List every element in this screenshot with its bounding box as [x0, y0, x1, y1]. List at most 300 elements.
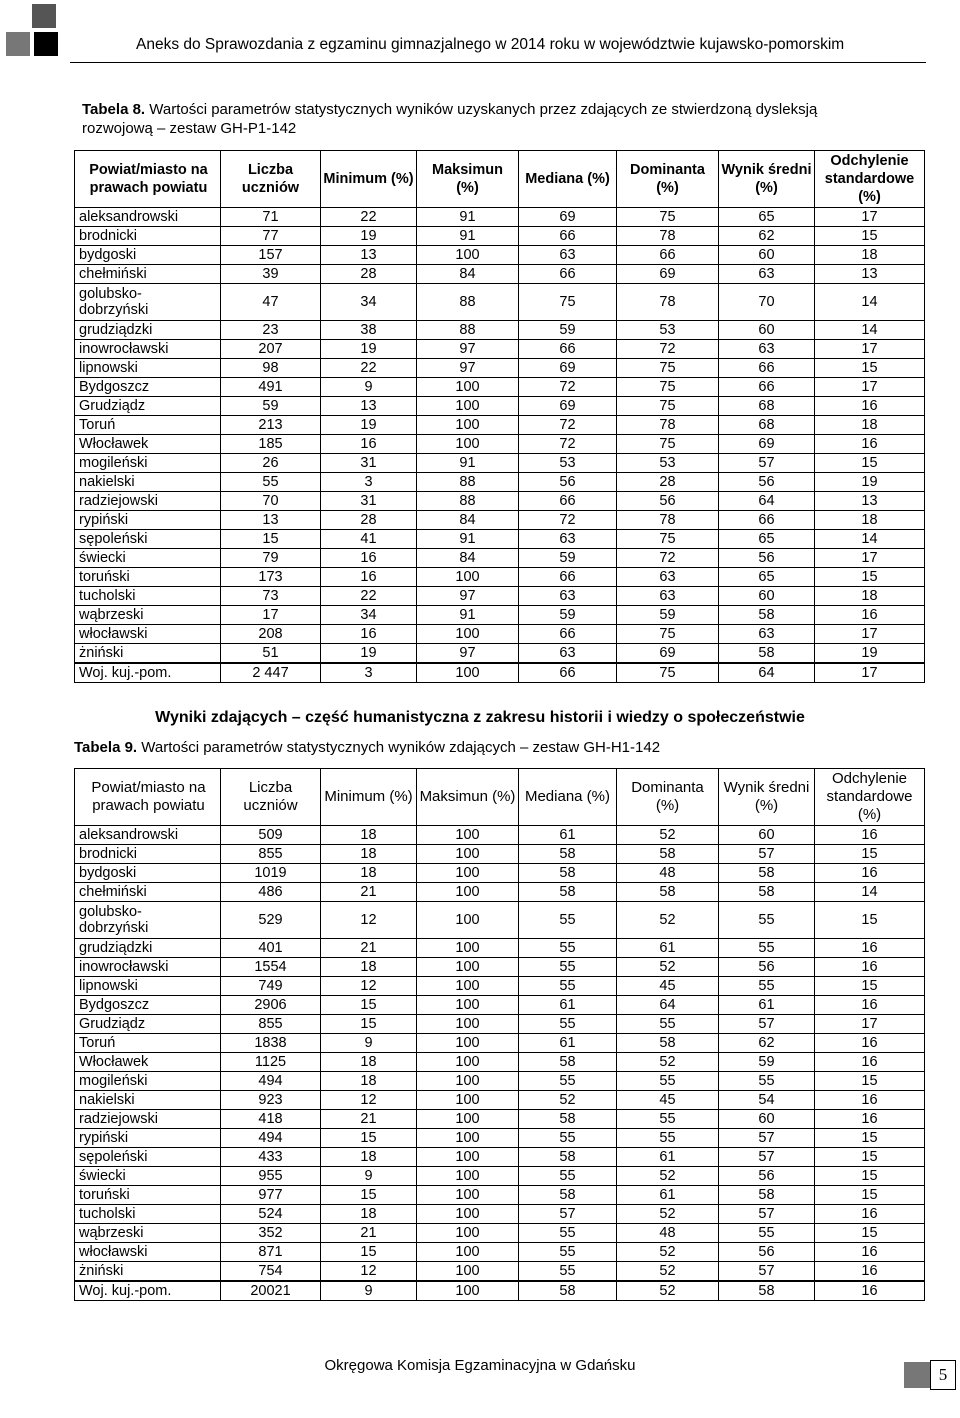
value-cell: 17	[815, 378, 925, 397]
value-cell: 97	[417, 340, 519, 359]
logo-square	[34, 32, 58, 56]
value-cell: 63	[719, 265, 815, 284]
value-cell: 84	[417, 511, 519, 530]
region-cell: tucholski	[75, 587, 221, 606]
value-cell: 91	[417, 227, 519, 246]
value-cell: 1019	[221, 864, 321, 883]
region-cell: toruński	[75, 568, 221, 587]
value-cell: 57	[719, 1262, 815, 1282]
value-cell: 63	[519, 246, 617, 265]
region-cell: żniński	[75, 1262, 221, 1282]
value-cell: 75	[617, 378, 719, 397]
region-cell: golubsko- dobrzyński	[75, 902, 221, 939]
value-cell: 15	[815, 227, 925, 246]
value-cell: 55	[519, 977, 617, 996]
value-cell: 16	[815, 939, 925, 958]
value-cell: 91	[417, 606, 519, 625]
value-cell: 41	[321, 530, 417, 549]
value-cell: 9	[321, 1034, 417, 1053]
table-row	[75, 864, 925, 883]
value-cell: 100	[417, 1167, 519, 1186]
value-cell: 12	[321, 902, 417, 939]
region-cell: tucholski	[75, 1205, 221, 1224]
value-cell: 58	[519, 864, 617, 883]
value-cell: 15	[321, 1243, 417, 1262]
total-row	[75, 1281, 925, 1301]
table-row	[75, 1224, 925, 1243]
value-cell: 15	[815, 902, 925, 939]
value-cell: 66	[519, 663, 617, 683]
value-cell: 486	[221, 883, 321, 902]
value-cell: 17	[221, 606, 321, 625]
table-row	[75, 378, 925, 397]
footer-text: Okręgowa Komisja Egzaminacyjna w Gdańsku	[324, 1357, 636, 1374]
value-cell: 22	[321, 359, 417, 378]
value-cell: 55	[719, 977, 815, 996]
region-cell: bydgoski	[75, 864, 221, 883]
region-cell: wąbrzeski	[75, 1224, 221, 1243]
value-cell: 55	[519, 1015, 617, 1034]
value-cell: 61	[519, 826, 617, 845]
value-cell: 58	[519, 883, 617, 902]
value-cell: 9	[321, 1281, 417, 1301]
table-row	[75, 902, 925, 939]
table-row	[75, 996, 925, 1015]
value-cell: 100	[417, 1091, 519, 1110]
value-cell: 100	[417, 883, 519, 902]
value-cell: 56	[719, 958, 815, 977]
value-cell: 55	[519, 1262, 617, 1282]
value-cell: 55	[719, 1224, 815, 1243]
header-divider	[70, 62, 926, 63]
section-title: Wyniki zdających – część humanistyczna z zakresu historii i wiedzy o społeczeństwie	[155, 709, 805, 726]
region-cell: rypiński	[75, 1129, 221, 1148]
value-cell: 70	[221, 492, 321, 511]
value-cell: 749	[221, 977, 321, 996]
value-cell: 60	[719, 321, 815, 340]
value-cell: 12	[321, 1262, 417, 1282]
value-cell: 157	[221, 246, 321, 265]
value-cell: 60	[719, 826, 815, 845]
table-row	[75, 1072, 925, 1091]
value-cell: 31	[321, 454, 417, 473]
value-cell: 91	[417, 530, 519, 549]
region-cell: Toruń	[75, 416, 221, 435]
value-cell: 65	[719, 208, 815, 227]
value-cell: 100	[417, 845, 519, 864]
table-row	[75, 939, 925, 958]
value-cell: 63	[719, 625, 815, 644]
value-cell: 69	[519, 208, 617, 227]
value-cell: 58	[719, 883, 815, 902]
region-cell: aleksandrowski	[75, 826, 221, 845]
region-cell: lipnowski	[75, 359, 221, 378]
region-cell: nakielski	[75, 473, 221, 492]
value-cell: 1838	[221, 1034, 321, 1053]
value-cell: 52	[617, 826, 719, 845]
region-cell: inowrocławski	[75, 340, 221, 359]
region-cell: brodnicki	[75, 227, 221, 246]
table-row	[75, 1091, 925, 1110]
value-cell: 55	[519, 939, 617, 958]
value-cell: 71	[221, 208, 321, 227]
value-cell: 58	[617, 845, 719, 864]
value-cell: 100	[417, 996, 519, 1015]
value-cell: 100	[417, 826, 519, 845]
value-cell: 91	[417, 454, 519, 473]
value-cell: 75	[617, 663, 719, 683]
region-cell: włocławski	[75, 1243, 221, 1262]
column-header: Dominanta (%)	[617, 769, 719, 826]
value-cell: 100	[417, 378, 519, 397]
value-cell: 65	[719, 568, 815, 587]
value-cell: 98	[221, 359, 321, 378]
value-cell: 75	[617, 208, 719, 227]
value-cell: 52	[617, 1243, 719, 1262]
table-row	[75, 883, 925, 902]
value-cell: 72	[519, 435, 617, 454]
value-cell: 78	[617, 511, 719, 530]
value-cell: 75	[617, 435, 719, 454]
value-cell: 58	[519, 1053, 617, 1072]
value-cell: 15	[815, 977, 925, 996]
page-number: 5	[930, 1360, 956, 1390]
value-cell: 16	[321, 549, 417, 568]
value-cell: 97	[417, 359, 519, 378]
value-cell: 56	[719, 549, 815, 568]
value-cell: 66	[719, 511, 815, 530]
value-cell: 59	[221, 397, 321, 416]
value-cell: 54	[719, 1091, 815, 1110]
table-row	[75, 1243, 925, 1262]
value-cell: 352	[221, 1224, 321, 1243]
table-row	[75, 530, 925, 549]
value-cell: 66	[519, 227, 617, 246]
table-row	[75, 1015, 925, 1034]
value-cell: 75	[617, 397, 719, 416]
value-cell: 56	[617, 492, 719, 511]
value-cell: 39	[221, 265, 321, 284]
value-cell: 100	[417, 1110, 519, 1129]
table8-header-row	[75, 151, 925, 208]
value-cell: 58	[519, 1110, 617, 1129]
value-cell: 494	[221, 1072, 321, 1091]
value-cell: 871	[221, 1243, 321, 1262]
value-cell: 59	[617, 606, 719, 625]
value-cell: 58	[617, 1034, 719, 1053]
value-cell: 97	[417, 587, 519, 606]
value-cell: 53	[617, 454, 719, 473]
column-header: Liczba uczniów	[221, 769, 321, 826]
value-cell: 21	[321, 883, 417, 902]
table-row	[75, 1167, 925, 1186]
value-cell: 15	[815, 1148, 925, 1167]
value-cell: 58	[719, 1186, 815, 1205]
region-cell: sępoleński	[75, 530, 221, 549]
value-cell: 18	[815, 246, 925, 265]
value-cell: 15	[815, 845, 925, 864]
value-cell: 14	[815, 284, 925, 321]
value-cell: 100	[417, 1072, 519, 1091]
value-cell: 57	[719, 845, 815, 864]
value-cell: 16	[321, 568, 417, 587]
value-cell: 78	[617, 227, 719, 246]
region-cell: golubsko- dobrzyński	[75, 284, 221, 321]
value-cell: 100	[417, 1243, 519, 1262]
value-cell: 64	[719, 663, 815, 683]
value-cell: 66	[519, 625, 617, 644]
region-cell: chełmiński	[75, 883, 221, 902]
value-cell: 26	[221, 454, 321, 473]
value-cell: 58	[519, 1186, 617, 1205]
table-row	[75, 606, 925, 625]
value-cell: 61	[617, 1186, 719, 1205]
region-cell: radziejowski	[75, 492, 221, 511]
value-cell: 16	[815, 1243, 925, 1262]
value-cell: 100	[417, 416, 519, 435]
value-cell: 18	[815, 587, 925, 606]
value-cell: 68	[719, 416, 815, 435]
value-cell: 20021	[221, 1281, 321, 1301]
value-cell: 51	[221, 644, 321, 664]
region-cell: inowrocławski	[75, 958, 221, 977]
value-cell: 55	[617, 1110, 719, 1129]
value-cell: 18	[321, 1205, 417, 1224]
value-cell: 855	[221, 845, 321, 864]
value-cell: 63	[719, 340, 815, 359]
table-row	[75, 265, 925, 284]
value-cell: 9	[321, 378, 417, 397]
table-row	[75, 1053, 925, 1072]
value-cell: 100	[417, 1129, 519, 1148]
region-cell: toruński	[75, 1186, 221, 1205]
region-cell: bydgoski	[75, 246, 221, 265]
region-cell: grudziądzki	[75, 321, 221, 340]
value-cell: 68	[719, 397, 815, 416]
value-cell: 55	[617, 1129, 719, 1148]
table-row	[75, 511, 925, 530]
value-cell: 84	[417, 265, 519, 284]
value-cell: 56	[719, 473, 815, 492]
value-cell: 78	[617, 416, 719, 435]
table-row	[75, 321, 925, 340]
table8-body	[75, 208, 925, 683]
value-cell: 100	[417, 568, 519, 587]
value-cell: 31	[321, 492, 417, 511]
region-cell: Bydgoszcz	[75, 378, 221, 397]
value-cell: 59	[719, 1053, 815, 1072]
value-cell: 57	[719, 1205, 815, 1224]
value-cell: 66	[519, 265, 617, 284]
value-cell: 55	[519, 1243, 617, 1262]
table-row	[75, 644, 925, 664]
value-cell: 91	[417, 208, 519, 227]
table8	[74, 150, 925, 683]
value-cell: 19	[815, 644, 925, 664]
region-cell: radziejowski	[75, 1110, 221, 1129]
value-cell: 2 447	[221, 663, 321, 683]
value-cell: 73	[221, 587, 321, 606]
value-cell: 14	[815, 883, 925, 902]
value-cell: 58	[519, 845, 617, 864]
value-cell: 15	[321, 1129, 417, 1148]
value-cell: 100	[417, 1281, 519, 1301]
value-cell: 100	[417, 1034, 519, 1053]
value-cell: 18	[815, 511, 925, 530]
value-cell: 15	[815, 454, 925, 473]
table8-caption	[82, 100, 874, 138]
value-cell: 60	[719, 1110, 815, 1129]
value-cell: 58	[719, 1281, 815, 1301]
value-cell: 60	[719, 246, 815, 265]
value-cell: 52	[617, 1205, 719, 1224]
value-cell: 55	[519, 1072, 617, 1091]
region-cell: brodnicki	[75, 845, 221, 864]
column-header: Dominanta (%)	[617, 151, 719, 208]
value-cell: 55	[519, 902, 617, 939]
region-cell: sępoleński	[75, 1148, 221, 1167]
value-cell: 69	[617, 644, 719, 664]
value-cell: 22	[321, 587, 417, 606]
table-row	[75, 435, 925, 454]
table-row	[75, 246, 925, 265]
value-cell: 63	[617, 568, 719, 587]
value-cell: 16	[321, 435, 417, 454]
value-cell: 61	[519, 996, 617, 1015]
value-cell: 70	[719, 284, 815, 321]
value-cell: 56	[519, 473, 617, 492]
table9-caption-label: Tabela 9.	[74, 739, 138, 756]
value-cell: 55	[519, 1224, 617, 1243]
value-cell: 45	[617, 1091, 719, 1110]
value-cell: 61	[617, 1148, 719, 1167]
value-cell: 12	[321, 977, 417, 996]
value-cell: 88	[417, 284, 519, 321]
table8-caption-text: Wartości parametrów statystycznych wyników uzyskanych przez zdających ze stwierdzoną dysleksją rozwojową – zestaw GH-P1-142	[82, 101, 818, 137]
value-cell: 100	[417, 958, 519, 977]
region-cell: Woj. kuj.-pom.	[75, 1281, 221, 1301]
value-cell: 100	[417, 1262, 519, 1282]
value-cell: 75	[617, 359, 719, 378]
value-cell: 66	[719, 359, 815, 378]
value-cell: 491	[221, 378, 321, 397]
value-cell: 207	[221, 340, 321, 359]
value-cell: 45	[617, 977, 719, 996]
value-cell: 16	[815, 1262, 925, 1282]
value-cell: 75	[617, 625, 719, 644]
value-cell: 16	[815, 1110, 925, 1129]
value-cell: 16	[815, 958, 925, 977]
column-header: Minimum (%)	[321, 151, 417, 208]
value-cell: 16	[321, 625, 417, 644]
table9-caption	[74, 738, 924, 757]
value-cell: 57	[719, 1129, 815, 1148]
logo-square	[32, 4, 56, 28]
value-cell: 19	[321, 340, 417, 359]
value-cell: 100	[417, 397, 519, 416]
value-cell: 433	[221, 1148, 321, 1167]
value-cell: 55	[719, 1072, 815, 1091]
value-cell: 19	[321, 416, 417, 435]
value-cell: 855	[221, 1015, 321, 1034]
value-cell: 72	[519, 378, 617, 397]
value-cell: 62	[719, 227, 815, 246]
value-cell: 529	[221, 902, 321, 939]
value-cell: 52	[617, 958, 719, 977]
value-cell: 72	[519, 511, 617, 530]
value-cell: 17	[815, 340, 925, 359]
table-row	[75, 1110, 925, 1129]
corner-logo	[6, 4, 62, 60]
value-cell: 14	[815, 530, 925, 549]
region-cell: lipnowski	[75, 977, 221, 996]
value-cell: 173	[221, 568, 321, 587]
value-cell: 66	[519, 568, 617, 587]
table-row	[75, 416, 925, 435]
value-cell: 58	[719, 864, 815, 883]
value-cell: 56	[719, 1243, 815, 1262]
column-header: Minimum (%)	[321, 769, 417, 826]
region-cell: wąbrzeski	[75, 606, 221, 625]
value-cell: 61	[519, 1034, 617, 1053]
column-header: Odchylenie standardowe (%)	[815, 769, 925, 826]
value-cell: 58	[519, 1148, 617, 1167]
value-cell: 48	[617, 864, 719, 883]
region-cell: Włocławek	[75, 1053, 221, 1072]
table-row	[75, 826, 925, 845]
value-cell: 100	[417, 977, 519, 996]
value-cell: 63	[617, 587, 719, 606]
value-cell: 58	[719, 644, 815, 664]
value-cell: 34	[321, 284, 417, 321]
value-cell: 9	[321, 1167, 417, 1186]
value-cell: 18	[321, 826, 417, 845]
table-row	[75, 227, 925, 246]
value-cell: 977	[221, 1186, 321, 1205]
value-cell: 47	[221, 284, 321, 321]
region-cell: nakielski	[75, 1091, 221, 1110]
value-cell: 18	[815, 416, 925, 435]
value-cell: 100	[417, 939, 519, 958]
value-cell: 100	[417, 1015, 519, 1034]
column-header: Liczba uczniów	[221, 151, 321, 208]
value-cell: 100	[417, 902, 519, 939]
value-cell: 100	[417, 1186, 519, 1205]
value-cell: 15	[815, 1167, 925, 1186]
table-row	[75, 208, 925, 227]
value-cell: 1554	[221, 958, 321, 977]
table-row	[75, 397, 925, 416]
column-header: Powiat/miasto na prawach powiatu	[75, 151, 221, 208]
value-cell: 58	[719, 606, 815, 625]
value-cell: 66	[719, 378, 815, 397]
page-header: Aneks do Sprawozdania z egzaminu gimnazjalnego w 2014 roku w województwie kujawsko-pomorskim	[136, 36, 845, 53]
table-row	[75, 568, 925, 587]
value-cell: 2906	[221, 996, 321, 1015]
value-cell: 53	[519, 454, 617, 473]
region-cell: Toruń	[75, 1034, 221, 1053]
value-cell: 17	[815, 1015, 925, 1034]
value-cell: 59	[519, 321, 617, 340]
value-cell: 19	[321, 227, 417, 246]
region-cell: świecki	[75, 549, 221, 568]
value-cell: 59	[519, 606, 617, 625]
value-cell: 21	[321, 1224, 417, 1243]
value-cell: 208	[221, 625, 321, 644]
table-row	[75, 492, 925, 511]
value-cell: 16	[815, 606, 925, 625]
value-cell: 55	[519, 1167, 617, 1186]
